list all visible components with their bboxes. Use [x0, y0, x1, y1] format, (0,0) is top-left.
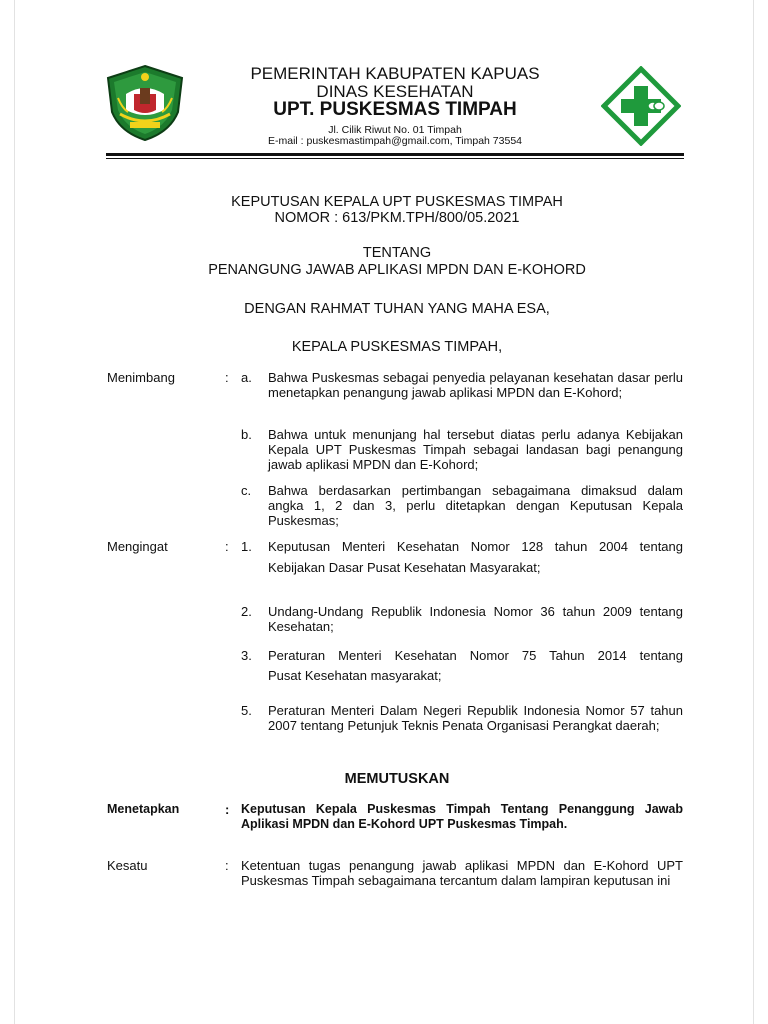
mengingat-marker-3: 3.	[241, 648, 252, 663]
header-rule-thick	[106, 153, 684, 156]
header-institution: UPT. PUSKESMAS TIMPAH	[273, 99, 517, 120]
menetapkan-text: Keputusan Kepala Puskesmas Timpah Tentang Penanggung Jawab Aplikasi MPDN dan E-Kohord UPT Puskesmas Timpah.	[241, 802, 683, 831]
menimbang-item-c: Bahwa berdasarkan pertimbangan sebagaimana dimaksud dalam angka 1, 2 dan 3, perlu ditetapkan dengan Keputusan Kepala Puskesmas;	[268, 483, 683, 528]
decree-invocation: DENGAN RAHMAT TUHAN YANG MAHA ESA,	[244, 301, 550, 317]
decree-subject: PENANGUNG JAWAB APLIKASI MPDN DAN E-KOHORD	[208, 262, 586, 278]
decree-number: NOMOR : 613/PKM.TPH/800/05.2021	[274, 210, 520, 226]
memutuskan-heading: MEMUTUSKAN	[344, 771, 450, 787]
menimbang-colon: :	[225, 370, 229, 385]
page-edge-right	[753, 0, 754, 1024]
header-agency: DINAS KESEHATAN	[316, 82, 474, 101]
decree-title: KEPUTUSAN KEPALA UPT PUSKESMAS TIMPAH	[231, 194, 563, 210]
mengingat-item-5: Peraturan Menteri Dalam Negeri Republik Indonesia Nomor 57 tahun 2007 tentang Petunjuk Teknis Penata Organisasi Perangkat daerah;	[268, 703, 683, 733]
decree-about-label: TENTANG	[362, 245, 432, 261]
mengingat-item-3-line1: Peraturan Menteri Kesehatan Nomor 75 Tahun 2014 tentang	[268, 648, 683, 663]
mengingat-item-1-line2: Kebijakan Dasar Pusat Kesehatan Masyarakat;	[268, 560, 541, 575]
mengingat-label: Mengingat	[107, 539, 168, 554]
puskesmas-cross-logo-icon	[601, 66, 681, 146]
kapuas-regency-crest-icon	[104, 64, 186, 142]
menimbang-item-b: Bahwa untuk menunjang hal tersebut diatas perlu adanya Kebijakan Kepala UPT Puskesmas Timpah sebagai landasan bagi penangung jawab aplikasi MPDN dan E-Kohord;	[268, 427, 683, 472]
menimbang-marker-c: c.	[241, 483, 252, 498]
menetapkan-colon: :	[225, 802, 230, 817]
mengingat-marker-5: 5.	[241, 703, 252, 718]
kesatu-label: Kesatu	[107, 858, 148, 873]
header-rule-thin	[106, 158, 684, 159]
kesatu-text: Ketentuan tugas penangung jawab aplikasi MPDN dan E-Kohord UPT Puskesmas Timpah sebagaimana tercantum dalam lampiran keputusan ini	[241, 858, 683, 888]
header-email: E-mail : puskesmastimpah@gmail.com, Timpah 73554	[267, 135, 522, 147]
menetapkan-label: Menetapkan	[107, 802, 180, 816]
header-address: Jl. Cilik Riwut No. 01 Timpah	[328, 124, 462, 136]
mengingat-colon: :	[225, 539, 229, 554]
menimbang-label: Menimbang	[107, 370, 175, 385]
menimbang-item-a: Bahwa Puskesmas sebagai penyedia pelayanan kesehatan dasar perlu menetapkan penangung jawab aplikasi MPDN dan E-Kohord;	[268, 370, 683, 400]
mengingat-item-1-line1: Keputusan Menteri Kesehatan Nomor 128 tahun 2004 tentang	[268, 539, 683, 554]
mengingat-item-2: Undang-Undang Republik Indonesia Nomor 36 tahun 2009 tentang Kesehatan;	[268, 604, 683, 634]
mengingat-marker-1: 1.	[241, 539, 252, 554]
menimbang-marker-b: b.	[241, 427, 252, 442]
header-government: PEMERINTAH KABUPATEN KAPUAS	[250, 64, 540, 83]
kesatu-colon: :	[225, 858, 229, 873]
menimbang-marker-a: a.	[241, 370, 252, 385]
mengingat-marker-2: 2.	[241, 604, 252, 619]
mengingat-item-3-line2: Pusat Kesehatan masyarakat;	[268, 668, 442, 683]
page-edge-left	[14, 0, 15, 1024]
decree-issuer: KEPALA PUSKESMAS TIMPAH,	[291, 339, 503, 355]
